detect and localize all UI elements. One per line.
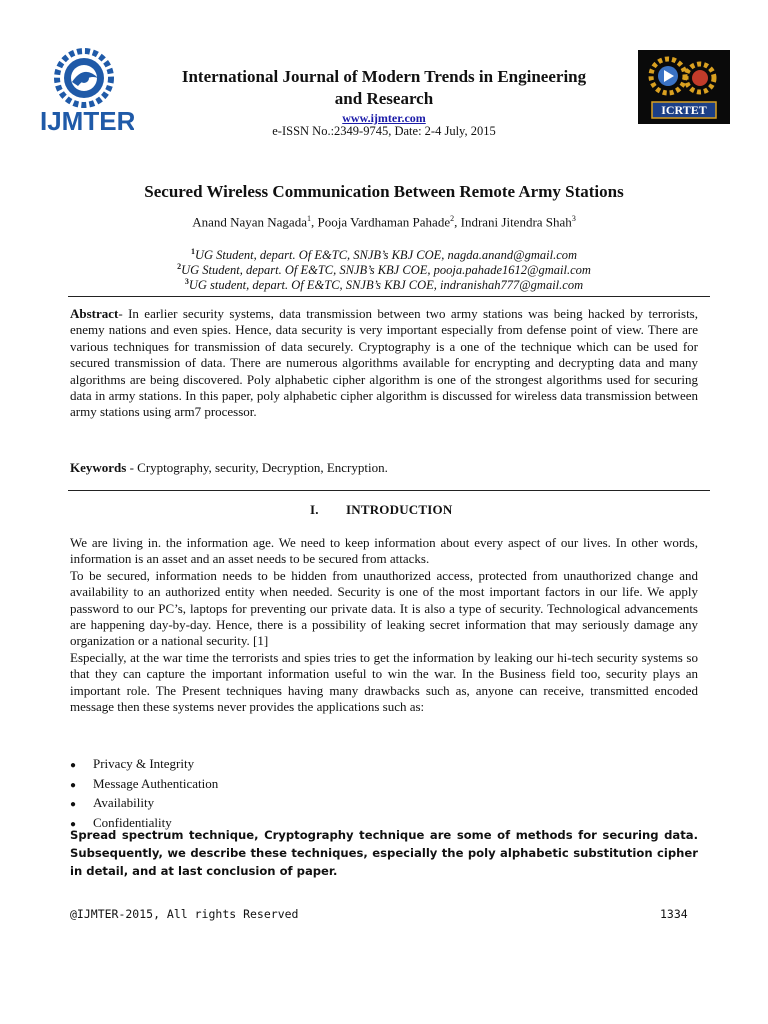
bullet-icon: ● [70,818,77,830]
abstract [70,306,698,421]
affiliation-sup: 1 [190,247,195,256]
author-name: Indrani Jitendra Shah [460,214,572,230]
introduction-body [70,535,698,715]
keywords [70,460,698,476]
section-number: I. [310,502,319,517]
affiliation-text: UG Student, depart. Of E&TC, SNJB’s KBJ COE, nagda.anand@gmail.com [194,248,578,263]
keywords-label: Keywords [70,460,127,475]
logo-right-text: ICRTET [661,103,707,117]
closing-paragraph: Spread spectrum technique, Cryptography technique are some of methods for securing data. Subsequently, we describe these techniques, especially the poly alphabetic substitution cipher in detail, and at last conclusion of paper. [70,828,698,878]
section-heading [310,502,452,518]
paragraph: To be secured, information needs to be hidden from unauthorized access, protected from unauthorized change and availability to an authorized entity when needed. Security is one of the most important factors in our life. We apply password to our PC’s, laptops for preventing our private data. It is also a type of security. Technological advancements are happening day-by-day. Hence, there is a possibility of leaking secret information that may seriously damage any organization or a national security. [1] [70,567,698,649]
keywords-text: - Cryptography, security, Decryption, Encryption. [126,460,388,475]
paragraph: We are living in. the information age. We need to keep information about every aspect of our lives. In other words, information is an asset and an asset needs to be secured from attacks. [70,535,698,567]
journal-title-line2: and Research [334,89,434,108]
author-name: Anand Nayan Nagada [192,214,307,230]
paper-title: Secured Wireless Communication Between Remote Army Stations [144,182,624,201]
footer-copyright: @IJMTER-2015, All rights Reserved [70,907,299,921]
page-number: 1334 [660,907,688,921]
list-item [70,775,698,795]
list-item [70,755,698,775]
affiliation-sup: 3 [184,277,189,286]
paragraph: Especially, at the war time the terrorists and spies tries to get the information by leaking our hi-tech security systems so that they can capture the important information useful to win the war. In the Business field too, security plays an important role. The Present techniques having many drawbacks such as, anyone can receive, transmitted encoded message then these systems never provides the applications such as: [70,649,698,715]
icrtet-logo [638,50,730,124]
journal-title [136,66,632,110]
journal-url-link[interactable]: www.ijmter.com [342,111,426,125]
abstract-text: - In earlier security systems, data transmission between two army stations was being hacked by terrorists, enemy nations and even spies. Hence, data security is very important especially from defense point of view. There are various techniques for transmission of data securely. Cryptography is a one of the technique which can be used for secured transmission of data. There are numerous algorithms available for encrypting and decrypting data and many algorithms are being discovered. Poly alphabetic cipher algorithm is one of the strongest algorithms used for securing data in army stations. In this paper, poly alphabetic cipher algorithm is discussed for wireless data transmission between army stations using arm7 processor. [70,306,698,420]
bullet-icon: ● [70,760,77,771]
abstract-label: Abstract [70,306,119,321]
affiliation-sup: 2 [177,262,182,271]
list-item-text: Privacy & Integrity [93,756,195,771]
bullet-icon: ● [70,799,77,810]
list-item [70,794,698,814]
ijmter-logo [38,38,134,136]
top-divider [68,296,710,297]
author-sup: 3 [571,214,576,223]
section-title: INTRODUCTION [346,502,453,517]
journal-title-line1: International Journal of Modern Trends in Engineering [181,67,587,86]
bottom-divider [68,490,710,491]
author-list: Anand Nayan Nagada$^1$, Pooja Vardhaman Pahade$^2$, Indrani Jitendra Shah$^3$ [192,214,576,230]
bullet-list [70,755,698,833]
author-sup: 2 [450,214,455,223]
affiliation-text: UG student, depart. Of E&TC, SNJB’s KBJ COE, indranishah777@gmail.com [188,278,584,293]
affiliation-line [40,262,728,278]
issn-line: e-ISSN No.:2349-9745, Date: 2-4 July, 2015 [272,124,496,138]
list-item-text: Availability [93,795,155,810]
affiliation-line [40,247,728,263]
gear-icon [57,51,111,105]
bullet-icon: ● [70,779,77,791]
affiliation-text: UG Student, depart. Of E&TC, SNJB’s KBJ COE, pooja.pahade1612@gmail.com [181,263,591,278]
list-item-text: Confidentiality [93,814,172,830]
list-item-text: Message Authentication [93,775,219,791]
logo-wordmark: IJMTER [40,106,134,136]
affiliation-line [40,277,728,293]
author-name: Pooja Vardhaman Pahade [317,214,451,230]
author-sup: 1 [306,214,311,223]
